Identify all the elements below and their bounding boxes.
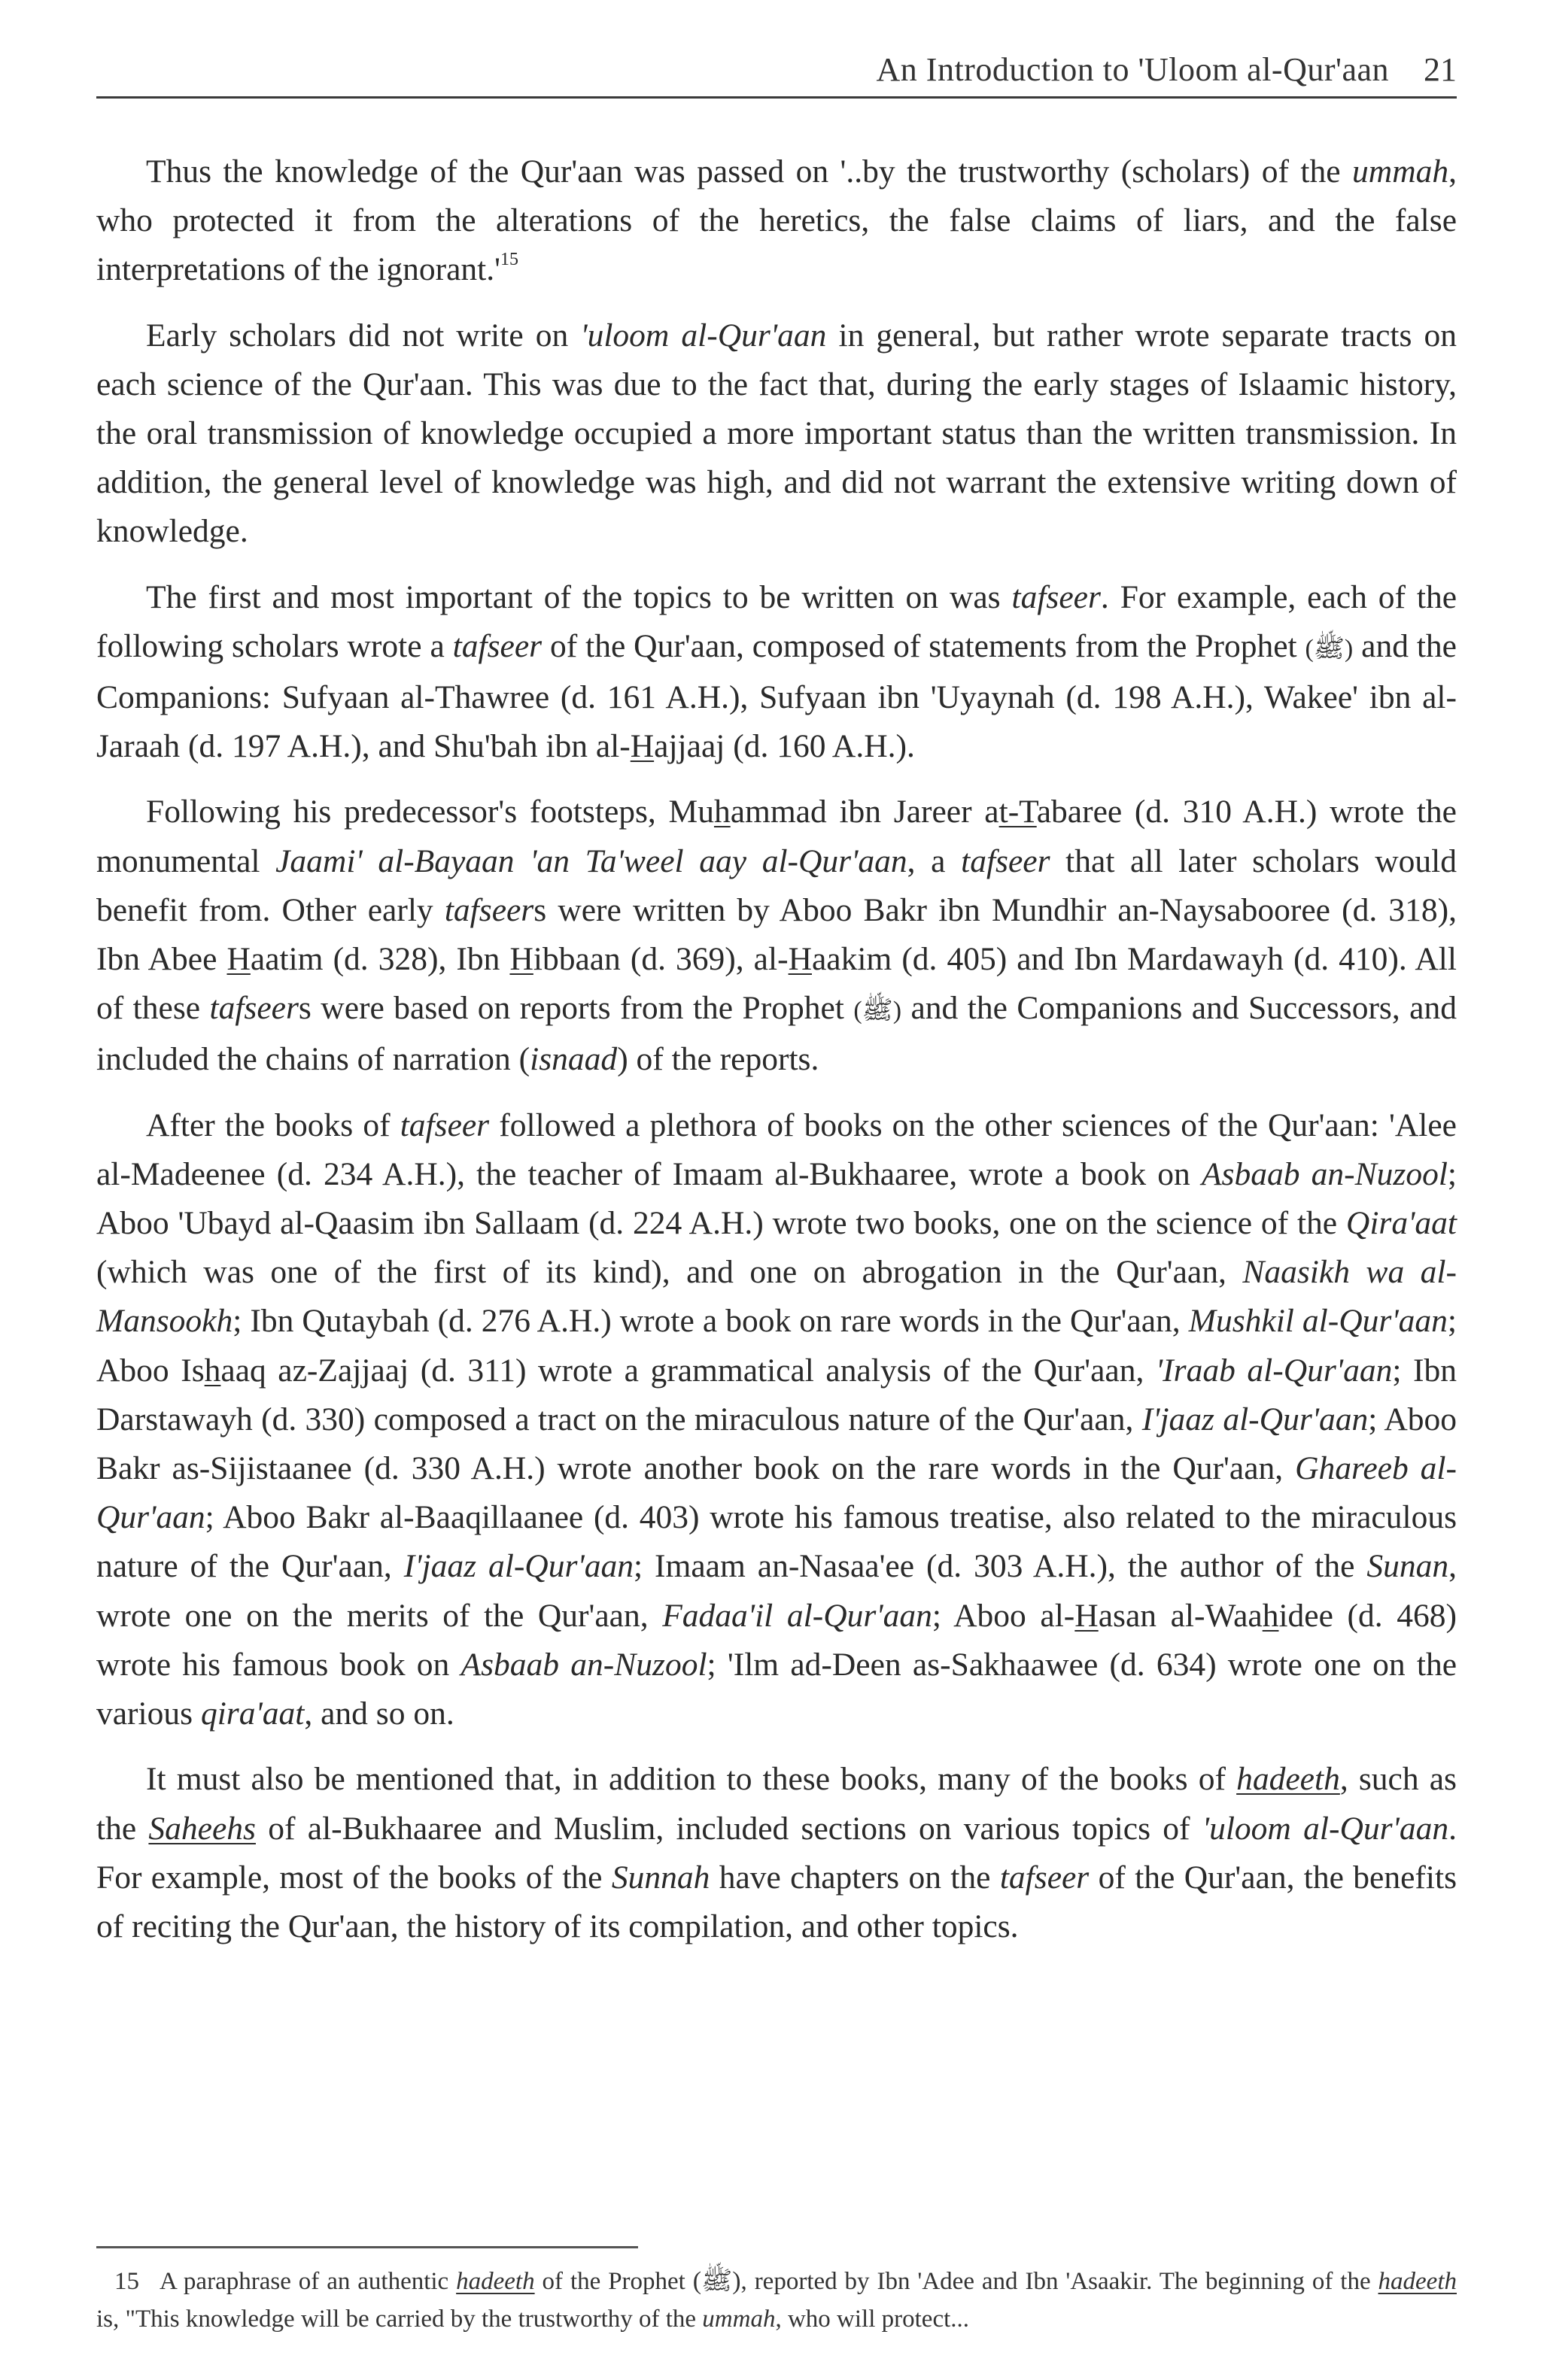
underlined-letter: h xyxy=(204,1352,221,1389)
text-run: followed a plethora of books on the other sciences of the Qur'aan: 'Alee al-Madeenee (d. 234 A.H.), the teacher of Imaam al-Bukhaaree, wrote a book on xyxy=(96,1107,1457,1192)
underlined-letter: H xyxy=(1074,1597,1099,1634)
text-run: ; Ibn Darstawayh (d. 330) composed a tract on the miraculous nature of the Qur'aan, xyxy=(96,1352,1457,1437)
italic-title: Sunan xyxy=(1366,1548,1449,1585)
text-run: in general, but rather wrote separate tracts on each science of the Qur'aan. This was due to the fact that, during the early stages of Islaamic history, the oral transmission of knowledge occupied a more important status than the written transmission. In addition, the general level of knowledge was high, and did not warrant the extensive writing down of knowledge. xyxy=(96,317,1457,550)
text-run: , such as the xyxy=(96,1761,1457,1847)
italic-title: Naasikh wa al-Mansookh xyxy=(96,1254,1457,1340)
text-run: asan al-Waa xyxy=(1098,1597,1263,1634)
footnote-ref[interactable]: 15 xyxy=(500,250,518,270)
text-run: ; Imaam an-Nasaa'ee (d. 303 A.H.), the author of the xyxy=(633,1548,1367,1585)
text-run: of al-Bukhaaree and Muslim, included sections on various topics of xyxy=(255,1810,1202,1847)
text-run: ; Aboo 'Ubayd al-Qaasim ibn Sallaam (d. 224 A.H.) wrote two books, one on the science of the xyxy=(96,1155,1457,1242)
salutation-glyph: (ﷺ) xyxy=(692,2267,741,2295)
italic-term: tafseer xyxy=(400,1107,490,1143)
text-run: ibbaan (d. 369), al- xyxy=(533,941,789,978)
italic-title: Mushkil al-Qur'aan xyxy=(1188,1303,1448,1340)
text-run: ; Aboo Is xyxy=(96,1303,1457,1389)
italic-title: I'jaaz al-Qur'aan xyxy=(1141,1401,1369,1437)
footnote xyxy=(96,2263,1457,2338)
underlined-letter: H xyxy=(226,941,251,978)
text-run: is, "This knowledge will be carried by the trustworthy of the xyxy=(96,2306,703,2333)
text-run: , wrote one on the merits of the Qur'aan, xyxy=(96,1548,1457,1634)
underlined-letter: t-T xyxy=(998,794,1037,830)
italic-term: hadeeth xyxy=(1378,2268,1457,2295)
italic-term: isnaad xyxy=(530,1041,618,1078)
paragraph-6 xyxy=(96,1755,1457,1951)
text-run: abaree (d. 310 A.H.) wrote the monumental xyxy=(96,794,1457,879)
italic-title: Fadaa'il al-Qur'aan xyxy=(662,1597,932,1634)
underlined-letter: h xyxy=(1262,1597,1279,1634)
paragraph-4 xyxy=(96,788,1457,1084)
text-run: After the books of xyxy=(146,1107,400,1143)
text-run: aaq az-Zajjaaj (d. 311) wrote a grammatical analysis of the Qur'aan, xyxy=(220,1352,1156,1389)
footnote-separator xyxy=(96,2246,638,2248)
text-run: ; Ibn Qutaybah (d. 276 A.H.) wrote a book on rare words in the Qur'aan, xyxy=(233,1303,1189,1340)
underlined-letter: H xyxy=(630,728,655,765)
text-run: It must also be mentioned that, in addition to these books, many of the books of xyxy=(146,1761,1237,1798)
footnote-number: 15 xyxy=(114,2268,139,2295)
text-run: idee (d. 468) wrote his famous book on xyxy=(96,1597,1457,1683)
italic-title: I'jaaz al-Qur'aan xyxy=(403,1548,634,1585)
paragraph-3 xyxy=(96,573,1457,772)
text-run: s were written by Aboo Bakr ibn Mundhir an-Naysabooree (d. 318), Ibn Abee xyxy=(96,891,1457,978)
italic-title: Ghareeb al-Qur'aan xyxy=(96,1450,1457,1536)
text-run: ajjaaj (d. 160 A.H.). xyxy=(654,728,915,765)
italic-title: Saheehs xyxy=(148,1810,256,1847)
text-run: ; Aboo al- xyxy=(932,1597,1075,1634)
text-run: of the Qur'aan, composed of statements from the Prophet xyxy=(542,627,1305,664)
running-title: An Introduction to 'Uloom al-Qur'aan xyxy=(876,51,1389,88)
text-run: that all later scholars would benefit from. Other early xyxy=(96,842,1457,928)
text-run: (which was one of the first of its kind), and one on abrogation in the Qur'aan, xyxy=(96,1254,1243,1291)
book-page xyxy=(96,0,1457,2380)
text-run: , and so on. xyxy=(304,1695,454,1732)
paragraph-2 xyxy=(96,311,1457,557)
text-run: , a xyxy=(907,842,962,879)
italic-title: Asbaab an-Nuzool xyxy=(1201,1155,1448,1192)
italic-term: ummah xyxy=(702,2306,776,2333)
italic-term: ummah xyxy=(1352,153,1449,190)
text-run: s were based on reports from the Prophet xyxy=(298,990,854,1027)
running-header xyxy=(96,47,1457,99)
text-run: and the Companions and Successors, and included the chains of narration ( xyxy=(96,990,1457,1078)
text-run: have chapters on the xyxy=(710,1859,1000,1896)
salutation-glyph: (ﷺ) xyxy=(853,997,902,1025)
italic-term: 'uloom al-Qur'aan xyxy=(580,317,827,354)
italic-term: Qira'aat xyxy=(1345,1205,1457,1242)
text-run: Early scholars did not write on xyxy=(146,317,581,354)
text-run: ammad ibn Jareer a xyxy=(730,794,999,830)
salutation-glyph: (ﷺ) xyxy=(1305,634,1354,663)
italic-term: tafseer xyxy=(444,891,534,928)
text-run: ) of the reports. xyxy=(617,1041,819,1078)
text-run: ; 'Ilm ad-Deen as-Sakhaawee (d. 634) wrote one on the various xyxy=(96,1646,1457,1732)
italic-term: Sunnah xyxy=(611,1859,710,1896)
italic-term: tafseer xyxy=(999,1859,1090,1896)
text-run: of the Prophet xyxy=(534,2268,693,2295)
text-run: ; Aboo Bakr al-Baaqillaanee (d. 403) wrote his famous treatise, also related to the miraculous nature of the Qur'aan, xyxy=(96,1499,1457,1585)
italic-term: hadeeth xyxy=(456,2268,535,2295)
underlined-letter: H xyxy=(509,941,533,978)
italic-title: Jaami' al-Bayaan 'an Ta'weel aay al-Qur'aan xyxy=(275,842,907,879)
text-run: ; Aboo Bakr as-Sijistaanee (d. 330 A.H.) wrote another book on the rare words in the Qur'aan, xyxy=(96,1401,1457,1487)
text-run: , who protected it from the alterations of the heretics, the false claims of liars, and the false interpretations of the ignorant.' xyxy=(96,153,1457,288)
italic-term: qira'aat xyxy=(200,1695,305,1732)
underlined-letter: h xyxy=(713,794,731,830)
text-run: . For example, most of the books of the xyxy=(96,1810,1457,1896)
text-run: aakim (d. 405) and Ibn Mardawayh (d. 410). All of these xyxy=(96,941,1457,1027)
text-run: and the Companions: Sufyaan al-Thawree (d. 161 A.H.), Sufyaan ibn 'Uyaynah (d. 198 A.H.), Wakee' ibn al-Jaraah (d. 197 A.H.), and Shu'bah ibn al- xyxy=(96,627,1457,765)
text-run: Following his predecessor's footsteps, Mu xyxy=(146,794,714,830)
paragraph-1 xyxy=(96,147,1457,295)
text-run: The first and most important of the topics to be written on was xyxy=(146,578,1012,615)
text-run: of the Qur'aan, the benefits of reciting the Qur'aan, the history of its compilation, and other topics. xyxy=(96,1859,1457,1944)
text-run: Thus the knowledge of the Qur'aan was passed on '..by the trustworthy (scholars) of the xyxy=(146,153,1353,190)
italic-term: 'uloom al-Qur'aan xyxy=(1202,1810,1449,1847)
italic-term: tafseer xyxy=(961,842,1050,879)
page-number: 21 xyxy=(1424,51,1457,88)
text-run: A paraphrase of an authentic xyxy=(160,2268,457,2295)
italic-term: tafseer xyxy=(1011,578,1101,615)
italic-title: 'Iraab al-Qur'aan xyxy=(1155,1352,1393,1389)
italic-title: Asbaab an-Nuzool xyxy=(460,1646,707,1683)
italic-term: tafseer xyxy=(452,627,543,664)
italic-term: tafseer xyxy=(209,990,299,1027)
italic-term: hadeeth xyxy=(1236,1761,1340,1798)
text-run: aatim (d. 328), Ibn xyxy=(250,941,510,978)
text-run: , reported by Ibn 'Adee and Ibn 'Asaakir. The beginning of the xyxy=(740,2268,1378,2295)
body-text xyxy=(96,147,1457,1968)
text-run: , who will protect... xyxy=(775,2306,970,2333)
underlined-letter: H xyxy=(788,941,812,978)
paragraph-5 xyxy=(96,1101,1457,1739)
text-run: . For example, each of the following scholars wrote a xyxy=(96,578,1457,664)
